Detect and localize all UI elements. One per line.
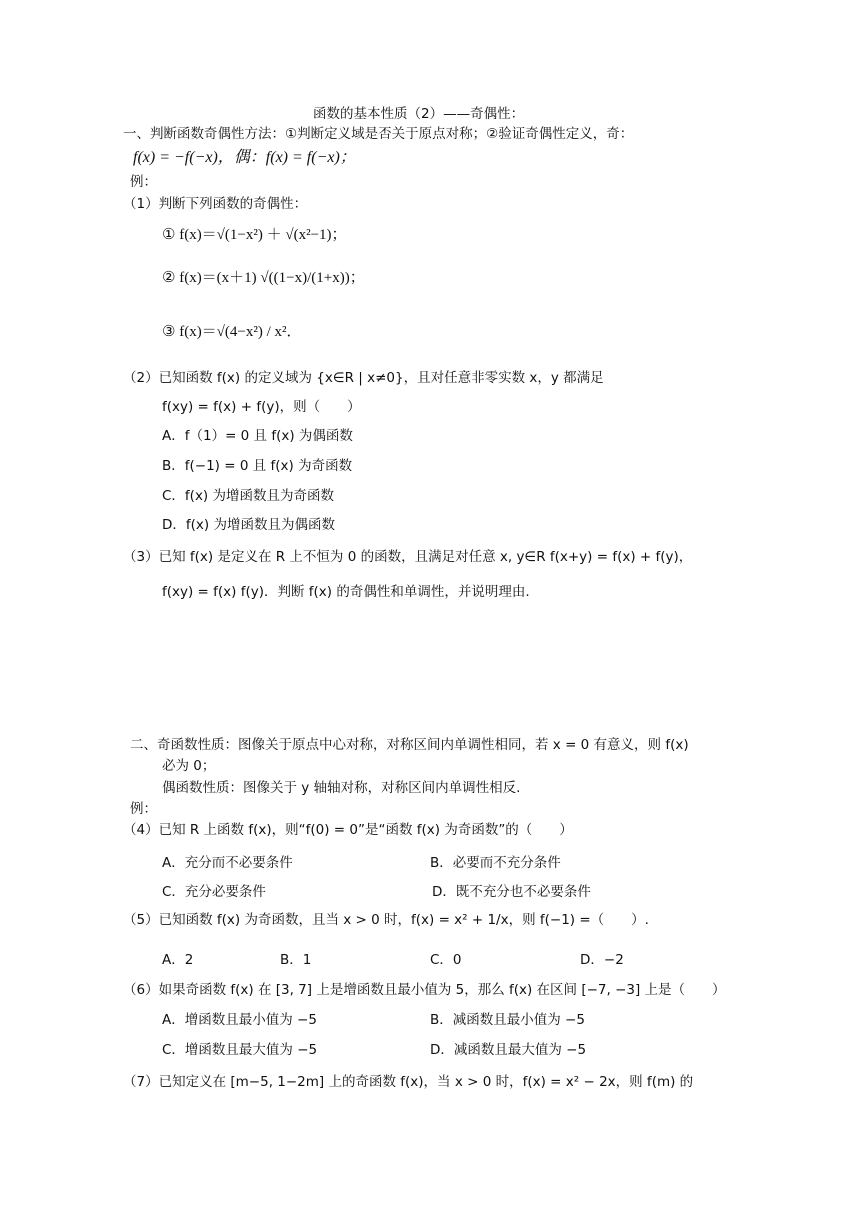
section1-definition-line: f(x) = −f(−x)，偶：f(x) = f(−x)； <box>133 149 356 166</box>
example-label-1: 例： <box>130 174 157 190</box>
q2-option-d: D．f(x) 为增函数且为偶函数 <box>162 517 335 533</box>
q4-option-a: A．充分而不必要条件 <box>162 855 293 871</box>
q1-function-1: ① f(x)＝√(1−x²) ＋ √(x²−1)； <box>162 227 347 243</box>
q6-option-a: A．增函数且最小值为 −5 <box>162 1012 317 1028</box>
q1-function-3: ③ f(x)＝√(4−x²) / x²． <box>162 324 302 340</box>
q2-stem: （2）已知函数 f(x) 的定义域为 {x∈R | x≠0}，且对任意非零实数 x，y 都满足 <box>123 370 604 386</box>
q4-option-d: D．既不充分也不必要条件 <box>432 884 591 900</box>
section1-method-line: 一、判断函数奇偶性方法：①判断定义域是否关于原点对称；②验证奇偶性定义，奇： <box>123 126 634 142</box>
document-title: 函数的基本性质（2）——奇偶性： <box>313 106 525 122</box>
q5-option-b: B．1 <box>280 952 312 968</box>
q6-stem: （6）如果奇函数 f(x) 在 [3, 7] 上是增函数且最小值为 5，那么 f(x) 在区间 [−7, −3] 上是（ ） <box>123 982 726 998</box>
q5-stem: （5）已知函数 f(x) 为奇函数，且当 x > 0 时，f(x) = x² + 1/x，则 f(−1) =（ ）. <box>123 912 649 928</box>
q2-option-b: B．f(−1) = 0 且 f(x) 为奇函数 <box>162 458 353 474</box>
q3-line-1: （3）已知 f(x) 是定义在 R 上不恒为 0 的函数，且满足对任意 x, y∈R f(x+y) = f(x) + f(y)， <box>123 549 693 565</box>
q6-option-d: D．减函数且最大值为 −5 <box>430 1042 587 1058</box>
q6-option-c: C．增函数且最大值为 −5 <box>162 1042 318 1058</box>
q5-option-c: C．0 <box>430 952 462 968</box>
example-label-2: 例： <box>130 801 157 817</box>
q2-option-c: C．f(x) 为增函数且为奇函数 <box>162 488 334 504</box>
q4-option-c: C．充分必要条件 <box>162 884 266 900</box>
q5-option-d: D．−2 <box>580 952 624 968</box>
section2-odd-property-cont: 必为 0； <box>162 758 216 774</box>
q4-option-b: B．必要而不充分条件 <box>430 855 561 871</box>
section2-odd-property: 二、奇函数性质：图像关于原点中心对称，对称区间内单调性相同，若 x = 0 有意义，则 f(x) <box>130 737 689 753</box>
q3-line-2: f(xy) = f(x) f(y)．判断 f(x) 的奇偶性和单调性，并说明理由. <box>162 584 530 600</box>
q1-stem: （1）判断下列函数的奇偶性： <box>123 196 308 212</box>
q6-option-b: B．减函数且最小值为 −5 <box>430 1012 585 1028</box>
q2-stem-continued: f(xy) = f(x) + f(y)，则（ ） <box>162 399 361 415</box>
q2-option-a: A．f（1）= 0 且 f(x) 为偶函数 <box>162 428 353 444</box>
section2-even-property: 偶函数性质：图像关于 y 轴轴对称，对称区间内单调性相反. <box>162 780 521 796</box>
q7-stem: （7）已知定义在 [m−5, 1−2m] 上的奇函数 f(x)，当 x > 0 时，f(x) = x² − 2x，则 f(m) 的 <box>123 1074 694 1090</box>
q4-stem: （4）已知 R 上函数 f(x)，则“f(0) = 0”是“函数 f(x) 为奇函数”的（ ） <box>123 822 573 838</box>
q5-option-a: A．2 <box>162 952 194 968</box>
q1-function-2: ② f(x)＝(x＋1) √((1−x)/(1+x))； <box>162 270 365 286</box>
